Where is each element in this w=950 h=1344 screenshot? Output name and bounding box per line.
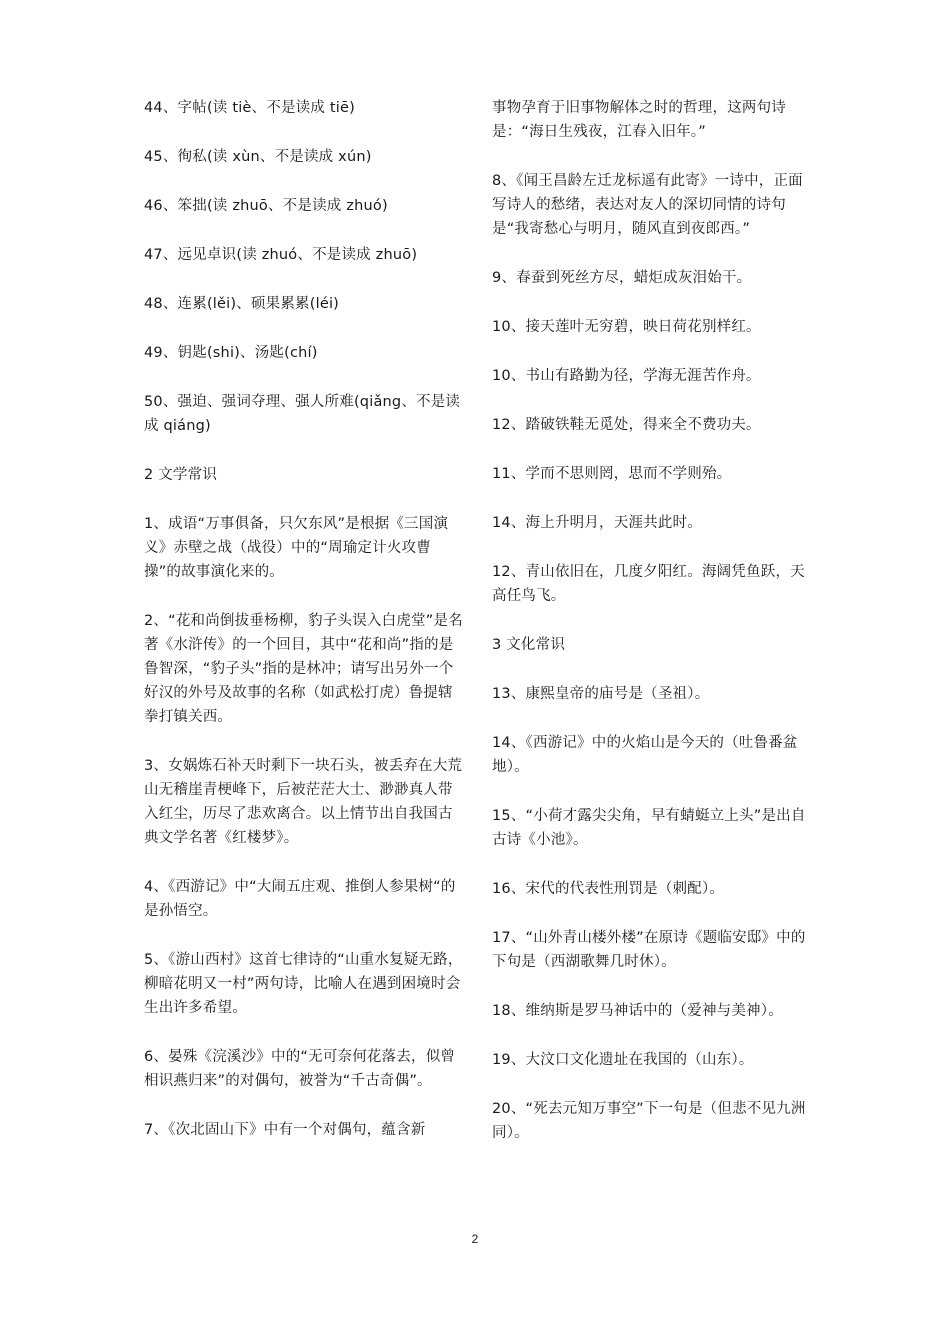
paragraph: 46、笨拙(读 zhuō、不是读成 zhuó) <box>144 198 388 214</box>
paragraph: 14、《西游记》中的火焰山是今天的（吐鲁番盆地）。 <box>492 735 798 775</box>
paragraph: 15、“小荷才露尖尖角，早有蜻蜓立上头”是出自古诗《小池》。 <box>492 808 806 848</box>
paragraph: 9、春蚕到死丝方尽，蜡炬成灰泪始干。 <box>492 270 752 286</box>
paragraph: 8、《闻王昌龄左迁龙标遥有此寄》一诗中，正面写诗人的愁绪，表达对友人的深切同情的诗句是“我寄愁心与明月，随风直到夜郎西。” <box>492 173 803 237</box>
page-number: 2 <box>471 1232 479 1246</box>
paragraph: 事物孕育于旧事物解体之时的哲理，这两句诗是：“海日生残夜，江春入旧年。” <box>492 100 786 140</box>
paragraph: 6、晏殊《浣溪沙》中的“无可奈何花落去，似曾相识燕归来”的对偶句，被誉为“千古奇偶”。 <box>144 1049 456 1089</box>
paragraph: 12、青山依旧在，几度夕阳红。海阔凭鱼跃，天高任鸟飞。 <box>492 564 805 604</box>
paragraph: 50、强迫、强词夺理、强人所难(qiǎng、不是读成 qiáng) <box>144 394 461 434</box>
paragraph: 10、接天莲叶无穷碧，映日荷花别样红。 <box>492 319 761 335</box>
paragraph: 4、《西游记》中“大闹五庄观、推倒人参果树“的是孙悟空。 <box>144 879 456 919</box>
paragraph: 16、宋代的代表性刑罚是（刺配）。 <box>492 881 725 897</box>
paragraph: 49、钥匙(shi)、汤匙(chí) <box>144 345 318 361</box>
paragraph: 13、康熙皇帝的庙号是（圣祖）。 <box>492 686 710 702</box>
paragraph: 5、《游山西村》这首七律诗的“山重水复疑无路，柳暗花明又一村”两句诗，比喻人在遇到困境时会生出许多希望。 <box>144 952 463 1016</box>
paragraph: 20、“死去元知万事空”下一句是（但悲不见九洲同）。 <box>492 1101 806 1141</box>
paragraph: 3、女娲炼石补天时剩下一块石头，被丢弃在大荒山无稽崖青梗峰下，后被茫茫大士、渺渺真人带入红尘，历尽了悲欢离合。以上情节出自我国古典文学名著《红楼梦》。 <box>144 758 463 846</box>
paragraph: 12、踏破铁鞋无觅处，得来全不费功夫。 <box>492 417 761 433</box>
section-heading: 3 文化常识 <box>492 637 566 653</box>
paragraph: 2、“花和尚倒拔垂杨柳，豹子头误入白虎堂”是名著《水浒传》的一个回目，其中“花和尚”指的是鲁智深，“豹子头”指的是林冲；请写出另外一个好汉的外号及故事的名称（如武松打虎）鲁提辖拳打镇关西。 <box>144 613 463 725</box>
paragraph: 48、连累(lěi)、硕果累累(léi) <box>144 296 340 312</box>
left-column <box>144 96 466 1167</box>
paragraph: 7、《次北固山下》中有一个对偶句，蕴含新 <box>144 1122 426 1138</box>
paragraph: 14、海上升明月，天涯共此时。 <box>492 515 702 531</box>
paragraph: 19、大汶口文化遗址在我国的（山东）。 <box>492 1052 754 1068</box>
paragraph: 10、书山有路勤为径，学海无涯苦作舟。 <box>492 368 761 384</box>
paragraph: 44、字帖(读 tiè、不是读成 tiē) <box>144 100 355 116</box>
right-column <box>492 96 814 1170</box>
paragraph: 1、成语“万事俱备，只欠东风”是根据《三国演义》赤壁之战（战役）中的“周瑜定计火攻曹操”的故事演化来的。 <box>144 516 449 580</box>
paragraph: 11、学而不思则罔，思而不学则殆。 <box>492 466 732 482</box>
paragraph: 45、徇私(读 xùn、不是读成 xún) <box>144 149 372 165</box>
paragraph: 47、远见卓识(读 zhuó、不是读成 zhuō) <box>144 247 418 263</box>
paragraph: 17、“山外青山楼外楼”在原诗《题临安邸》中的下句是（西湖歌舞几时休）。 <box>492 930 806 970</box>
paragraph: 18、维纳斯是罗马神话中的（爱神与美神）。 <box>492 1003 783 1019</box>
section-heading: 2 文学常识 <box>144 467 218 483</box>
